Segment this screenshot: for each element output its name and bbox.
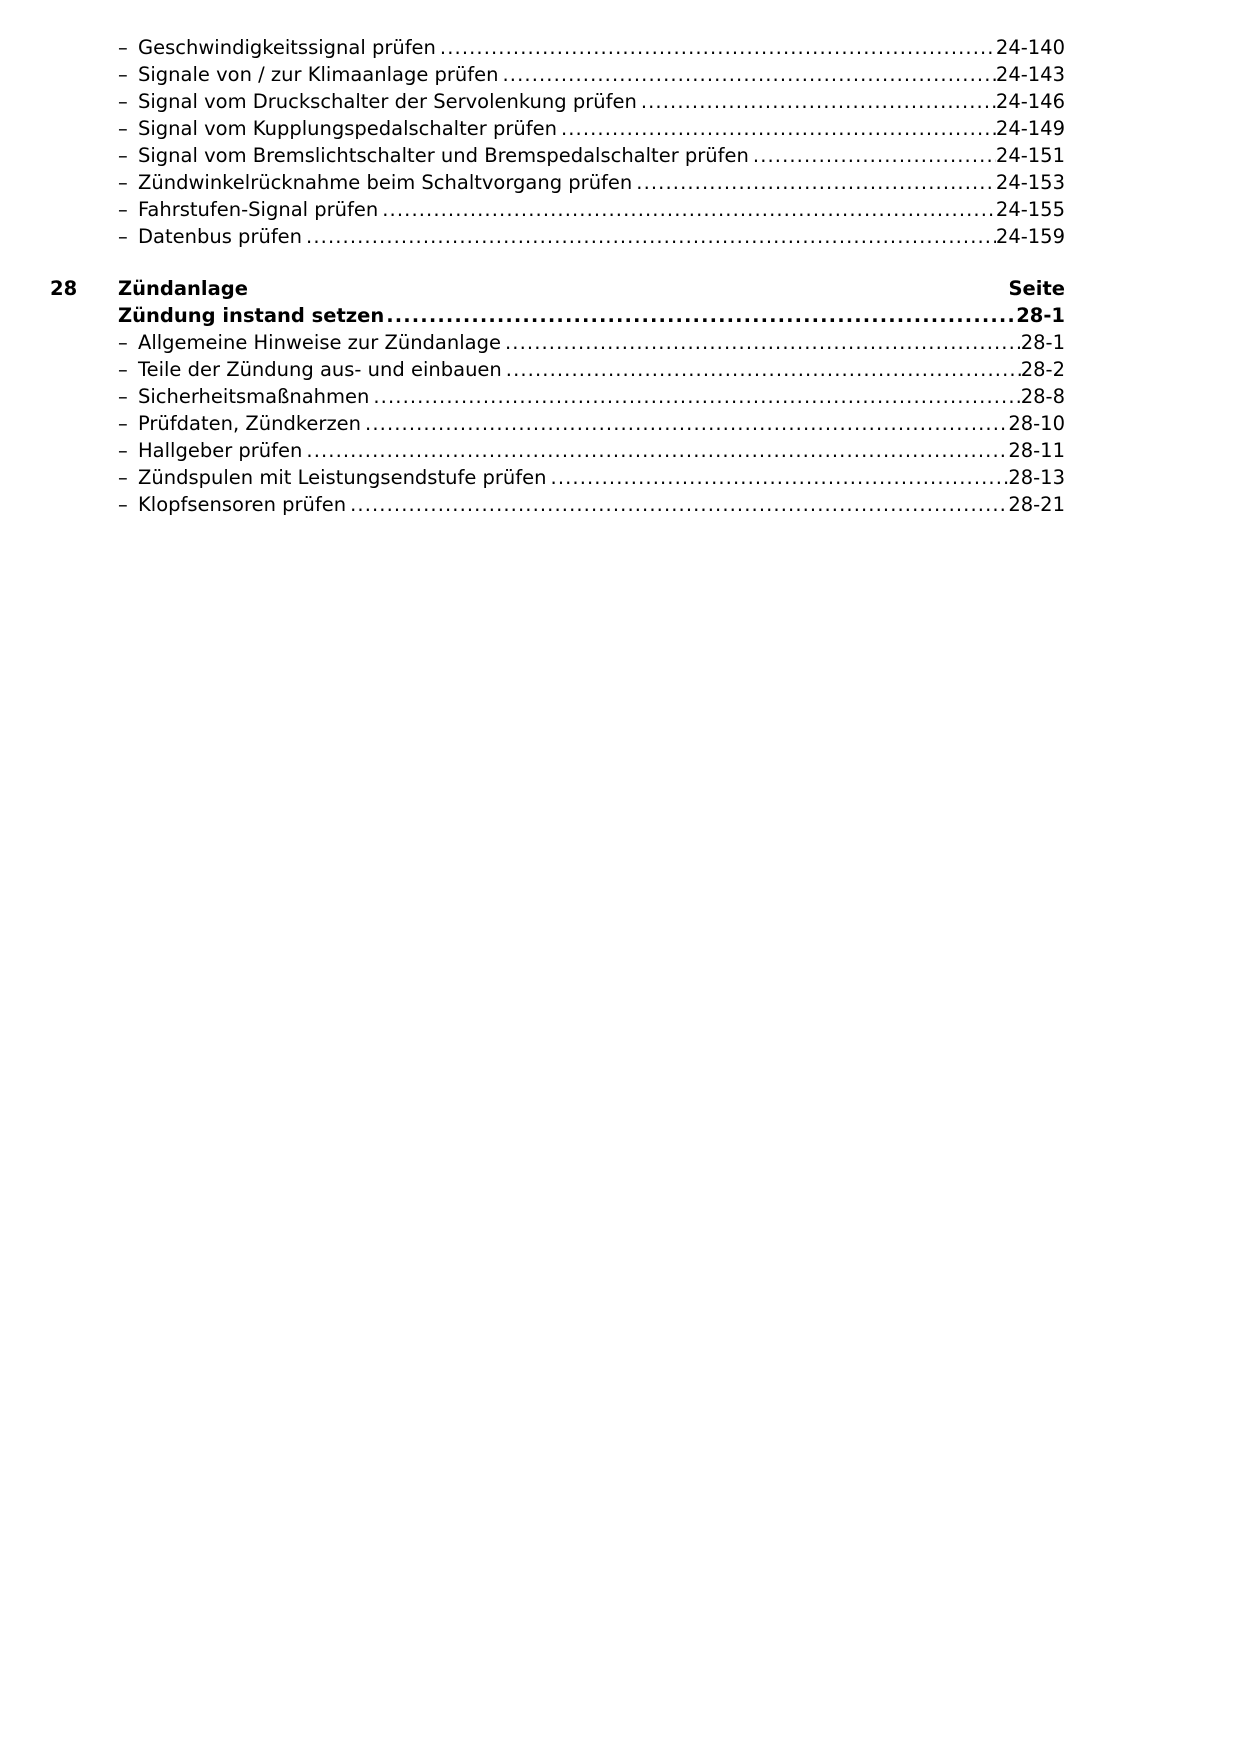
- list-item: [50, 464, 1065, 491]
- bullet-dash: –: [118, 385, 128, 408]
- dot-leader: [306, 223, 996, 250]
- bullet-dash: –: [118, 358, 128, 381]
- list-item: [50, 61, 1065, 88]
- entry-page-number: 28-8: [1020, 385, 1065, 408]
- chapter-number: 28: [50, 277, 78, 300]
- dot-leader: [753, 142, 996, 169]
- entry-page-number: 24-151: [995, 144, 1065, 167]
- section-label: Zündung instand setzen: [118, 304, 385, 327]
- list-item: [50, 383, 1065, 410]
- entry-label: Signal vom Bremslichtschalter und Bremspedalschalter prüfen: [138, 144, 749, 167]
- list-item: [50, 437, 1065, 464]
- list-item: [50, 356, 1065, 383]
- dot-leader: [386, 302, 1016, 329]
- section-page-number: 28-1: [1016, 304, 1065, 327]
- bullet-dash: –: [118, 63, 128, 86]
- dot-leader: [636, 169, 996, 196]
- table-of-contents: [50, 34, 1065, 518]
- entry-label: Zündspulen mit Leistungsendstufe prüfen: [138, 466, 547, 489]
- entry-label: Hallgeber prüfen: [138, 439, 303, 462]
- bullet-dash: –: [118, 198, 128, 221]
- chapter-title: Zündanlage: [118, 277, 248, 300]
- dot-leader: [440, 34, 996, 61]
- entry-label: Zündwinkelrücknahme beim Schaltvorgang prüfen: [138, 171, 633, 194]
- list-item: [50, 142, 1065, 169]
- dot-leader: [350, 491, 1008, 518]
- list-item: [50, 88, 1065, 115]
- dot-leader: [373, 383, 1020, 410]
- section-heading: [50, 302, 1065, 329]
- bullet-dash: –: [118, 90, 128, 113]
- chapter-heading: [50, 272, 1065, 302]
- entry-label: Allgemeine Hinweise zur Zündanlage: [138, 331, 501, 354]
- entry-page-number: 28-2: [1020, 358, 1065, 381]
- bullet-dash: –: [118, 412, 128, 435]
- entry-page-number: 24-146: [995, 90, 1065, 113]
- entry-page-number: 24-149: [995, 117, 1065, 140]
- entry-page-number: 28-21: [1008, 493, 1065, 516]
- page-column-header: Seite: [1008, 277, 1065, 300]
- entry-page-number: 28-10: [1008, 412, 1065, 435]
- entry-label: Klopfsensoren prüfen: [138, 493, 347, 516]
- entry-page-number: 24-143: [995, 63, 1065, 86]
- bullet-dash: –: [118, 331, 128, 354]
- entry-label: Datenbus prüfen: [138, 225, 303, 248]
- entry-label: Teile der Zündung aus- und einbauen: [138, 358, 502, 381]
- dot-leader: [641, 88, 996, 115]
- entry-label: Signal vom Druckschalter der Servolenkung prüfen: [138, 90, 637, 113]
- bullet-dash: –: [118, 493, 128, 516]
- list-item: [50, 223, 1065, 250]
- entry-page-number: 28-1: [1020, 331, 1065, 354]
- bullet-dash: –: [118, 466, 128, 489]
- chapter-entries-group: [50, 329, 1065, 518]
- list-item: [50, 410, 1065, 437]
- bullet-dash: –: [118, 225, 128, 248]
- bullet-dash: –: [118, 171, 128, 194]
- dot-leader: [561, 115, 996, 142]
- entry-label: Fahrstufen-Signal prüfen: [138, 198, 379, 221]
- dot-leader: [306, 437, 1008, 464]
- entry-page-number: 28-11: [1008, 439, 1065, 462]
- toc-continued-group: [50, 34, 1065, 250]
- list-item: [50, 329, 1065, 356]
- dot-leader: [551, 464, 1009, 491]
- dot-leader: [382, 196, 996, 223]
- list-item: [50, 491, 1065, 518]
- entry-label: Signal vom Kupplungspedalschalter prüfen: [138, 117, 557, 140]
- bullet-dash: –: [118, 144, 128, 167]
- entry-label: Prüfdaten, Zündkerzen: [138, 412, 362, 435]
- entry-label: Signale von / zur Klimaanlage prüfen: [138, 63, 499, 86]
- entry-page-number: 24-140: [995, 36, 1065, 59]
- dot-leader: [505, 329, 1021, 356]
- list-item: [50, 169, 1065, 196]
- entry-page-number: 28-13: [1008, 466, 1065, 489]
- list-item: [50, 115, 1065, 142]
- list-item: [50, 34, 1065, 61]
- dot-leader: [506, 356, 1021, 383]
- entry-page-number: 24-159: [995, 225, 1065, 248]
- bullet-dash: –: [118, 36, 128, 59]
- entry-page-number: 24-153: [995, 171, 1065, 194]
- bullet-dash: –: [118, 117, 128, 140]
- dot-leader: [503, 61, 996, 88]
- entry-page-number: 24-155: [995, 198, 1065, 221]
- bullet-dash: –: [118, 439, 128, 462]
- dot-leader: [365, 410, 1008, 437]
- list-item: [50, 196, 1065, 223]
- entry-label: Geschwindigkeitssignal prüfen: [138, 36, 436, 59]
- entry-label: Sicherheitsmaßnahmen: [138, 385, 370, 408]
